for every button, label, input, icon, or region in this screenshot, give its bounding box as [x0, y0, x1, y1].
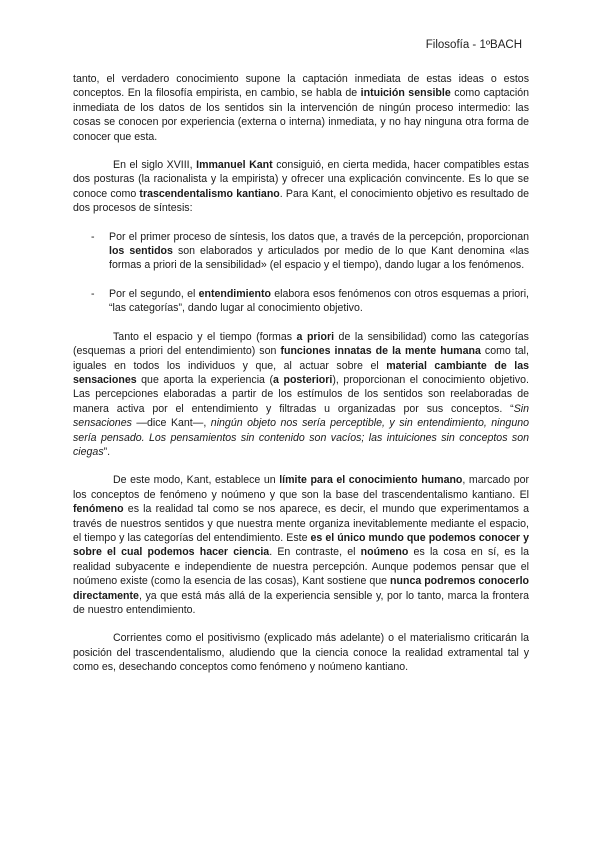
paragraph-p1 — [73, 72, 529, 144]
text-segment: es la cosa en sí, es la realidad subyacente e independiente de nuestra percepción. Aunque podemos pensar que el noúmeno existe (como la esencia de las cosas), Kant sostiene que — [73, 546, 529, 588]
text-segment: . En contraste, el — [269, 546, 361, 559]
document-body — [73, 72, 529, 689]
bold-text: funciones innatas de la mente humana — [280, 345, 481, 358]
bold-text: material cambiante de las sensaciones — [73, 359, 529, 386]
text-segment: ), proporcionan el conocimiento objetivo. Las percepciones elaboradas a partir de los estímulos de los sentidos son reelaboradas de manera activa por el entendimiento y filtradas u organizadas por sus conceptos. “ — [73, 373, 529, 415]
paragraphs-before — [73, 72, 529, 216]
bullet-item-b2 — [73, 287, 529, 316]
text-segment: son elaborados y articulados por medio de lo que Kant denomina «las formas a priori de la sensibilidad» (el espacio y el tiempo), dando lugar a los fenómenos. — [109, 245, 529, 272]
text-segment: como captación inmediata de los datos de los sentidos sin la intervención de ningún proceso intermedio: las cosas se conocen por experiencia (externa o interna) inmediata, y no hay ninguna otra forma de conocer que esta. — [73, 87, 529, 143]
text-segment: Por el primer proceso de síntesis, los datos que, a través de la percepción, proporcionan — [109, 230, 529, 243]
bold-text: a posteriori — [273, 373, 333, 386]
text-segment: Por el segundo, el — [109, 287, 199, 300]
bold-text: entendimiento — [198, 287, 271, 300]
paragraphs-after — [73, 330, 529, 675]
text-segment: elabora esos fenómenos con otros esquemas a priori, “las categorías”, dando lugar al conocimiento objetivo. — [109, 287, 530, 315]
bold-text: intuición sensible — [360, 87, 451, 100]
text-segment: Corrientes como el positivismo (explicado más adelante) o el materialismo criticarán la posición del trascendentalismo, aludiendo que la ciencia conoce la realidad extramental tal y como es, desechando conceptos como fenómeno y noúmeno kantiano. — [73, 632, 529, 674]
text-segment: Tanto el espacio y el tiempo (formas — [113, 330, 297, 343]
bullet-dash: - — [91, 230, 95, 243]
text-segment: como tal, iguales en todos los individuos y que, al actuar sobre el — [73, 345, 529, 372]
bullet-dash: - — [91, 287, 95, 300]
bold-text: trascendentalismo kantiano — [139, 187, 280, 200]
bold-text: los sentidos — [109, 245, 173, 258]
paragraph-p2 — [73, 158, 529, 216]
bullet-item-b1 — [73, 230, 529, 273]
bold-text: a priori — [296, 330, 335, 343]
page-header: Filosofía - 1ºBACH — [425, 39, 522, 51]
bold-text: Immanuel Kant — [196, 159, 273, 172]
text-segment: —dice Kant—, — [131, 417, 211, 430]
paragraph-p4 — [73, 473, 529, 617]
text-segment: ”. — [103, 445, 111, 458]
bold-text: noúmeno — [360, 546, 409, 559]
italic-text: ningún objeto nos sería perceptible, y sin entendimiento, ninguno sería pensado. Los pensamientos sin contenido son vacíos; las intuiciones sin conceptos son ciegas — [73, 417, 529, 458]
italic-text: Sin sensaciones — [73, 402, 529, 430]
bold-text: límite para el conocimiento humano — [279, 474, 463, 487]
text-segment: , ya que está más allá de la experiencia sensible y, por lo tanto, marca la frontera de nuestro entendimiento. — [73, 589, 529, 616]
paragraph-p3 — [73, 330, 529, 460]
text-segment: , marcado por los conceptos de fenómeno y noúmeno y que son la base del trascendentalismo kantiano. El — [73, 474, 530, 501]
bold-text: es el único mundo que podemos conocer y sobre el cual podemos hacer ciencia — [73, 531, 529, 559]
text-segment: de la sensibilidad) como las categorías (esquemas a priori del entendimiento) son — [73, 330, 529, 358]
bold-text: fenómeno — [73, 503, 124, 516]
bold-text: nunca podremos conocerlo directamente — [73, 575, 529, 602]
text-segment: es la realidad tal como se nos aparece, es decir, el mundo que experimentamos a través de nuestros sentidos y que nuestra mente organiza inevitablemente mediante el espacio, el tiempo y las categorías del entendimiento. Este — [73, 503, 529, 544]
text-segment: consiguió, en cierta medida, hacer compatibles estas dos posturas (la racionalista y la empirista) y ofrecer una explicación convincente. Es lo que se conoce como — [73, 159, 530, 200]
text-segment: tanto, el verdadero conocimiento supone la captación inmediata de estas ideas o estos conceptos. En la filosofía empirista, en cambio, se habla de — [73, 73, 529, 100]
bullet-list — [73, 230, 529, 316]
text-segment: De este modo, Kant, establece un — [113, 474, 280, 487]
text-segment: que aporta la experiencia ( — [136, 373, 274, 386]
text-segment: En el siglo XVIII, — [113, 159, 197, 172]
paragraph-p5 — [73, 631, 529, 674]
text-segment: . Para Kant, el conocimiento objetivo es resultado de dos procesos de síntesis: — [73, 187, 529, 215]
